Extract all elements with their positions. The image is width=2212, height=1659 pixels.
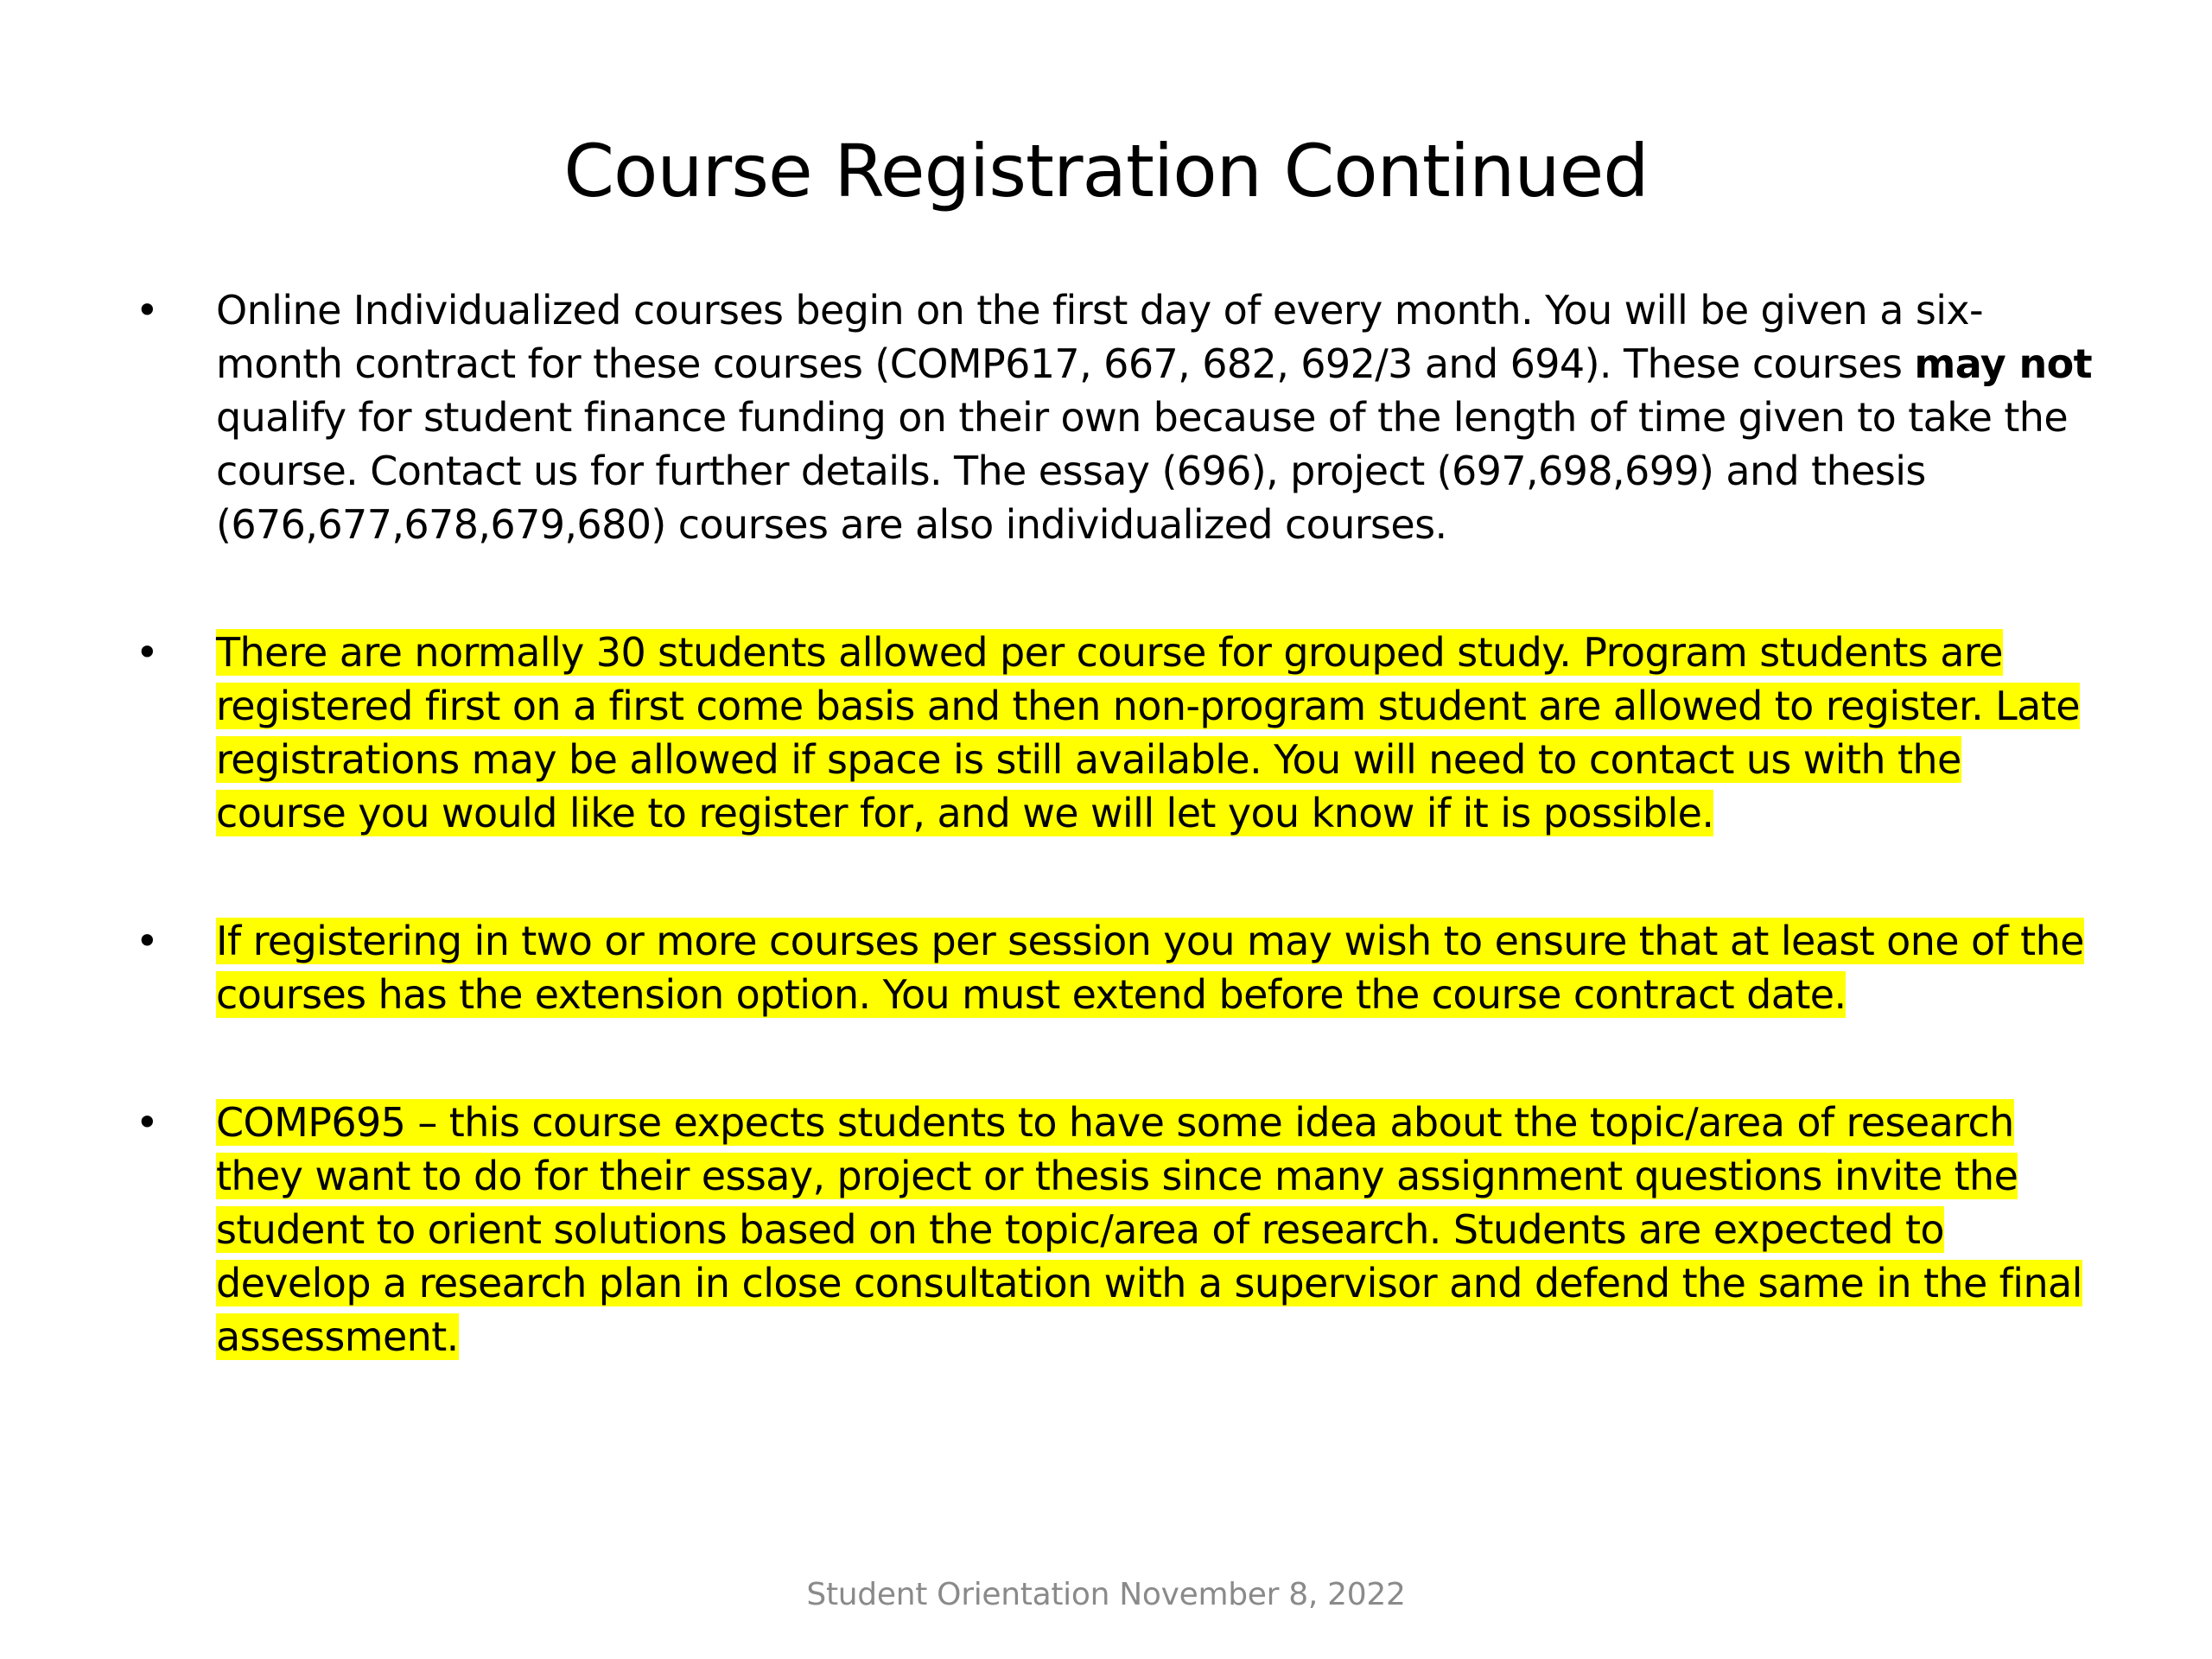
bullet-text: qualify for student finance funding on their own because of the length of time given to take the course. Contact us for further details. The essay (696), project (697,698,699) and thesis (676,677,678,679,680) courses are also individualized courses. — [216, 394, 2069, 548]
slide-title: Course Registration Continued — [563, 129, 1649, 213]
bullet-dot-icon: • — [135, 1099, 159, 1146]
bullet-text-bold: may not — [1914, 340, 2093, 387]
bullet-list — [135, 283, 2100, 1363]
slide-footer: Student Orientation November 8, 2022 — [806, 1577, 1406, 1612]
bullet-dot-icon: • — [135, 918, 159, 964]
highlighted-bullet-text: There are normally 30 students allowed per course for grouped study. Program students are registered first on a first come basis and then non-program student are allowed to register. Late registrations may be allowed if space is still available. You will need to contact us with the course you would like to register for, and we will let you know if it is possible. — [216, 629, 2080, 836]
bullet-item-grouped-study — [135, 626, 2100, 840]
bullet-dot-icon: • — [135, 287, 159, 334]
bullet-item-extension-option — [135, 914, 2100, 1021]
bullet-dot-icon: • — [135, 629, 159, 676]
highlighted-bullet-text: COMP695 – this course expects students to have some idea about the topic/area of research they want to do for their essay, project or thesis since many assignment questions invite the student to orient solutions based on the topic/area of research. Students are expected to develop a research plan in close consultation with a supervisor and defend the same in the final assessment. — [216, 1099, 2082, 1360]
bullet-item-online-individualized — [135, 283, 2100, 551]
highlighted-bullet-text: If registering in two or more courses per session you may wish to ensure that at least one of the courses has the extension option. You must extend before the course contract date. — [216, 918, 2084, 1018]
bullet-item-comp695 — [135, 1096, 2100, 1363]
bullet-text: Online Individualized courses begin on the first day of every month. You will be given a six-month contract for these courses (COMP617, 667, 682, 692/3 and 694). These courses — [216, 287, 1984, 387]
